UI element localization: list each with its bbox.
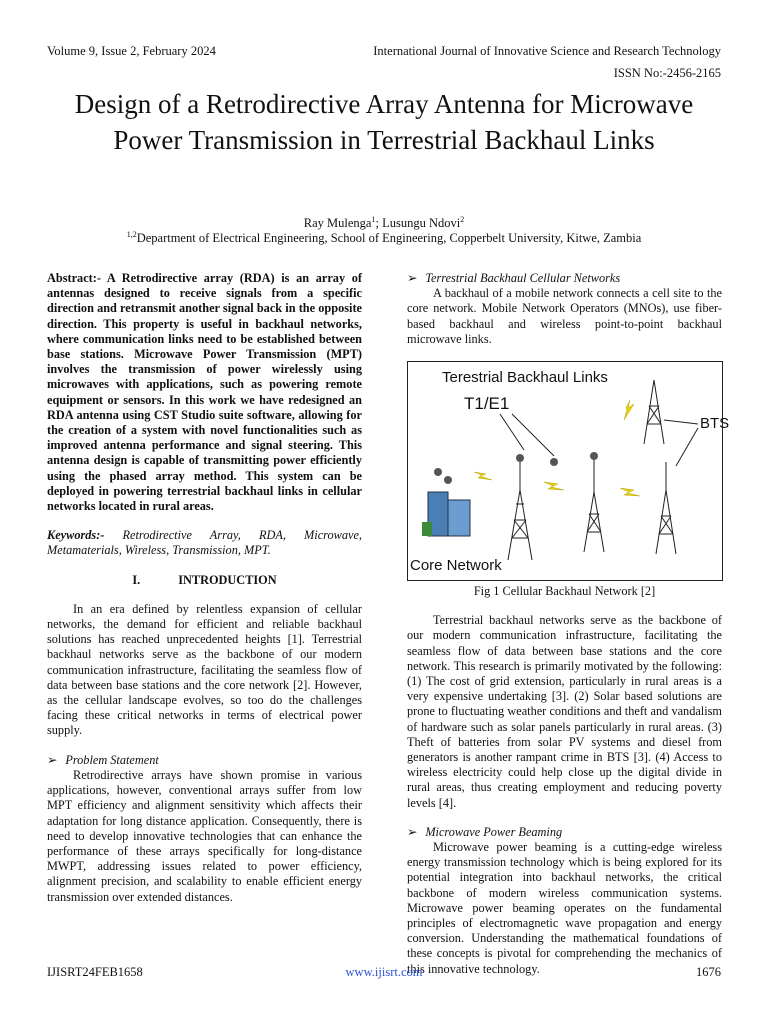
left-column: [47, 271, 362, 905]
author-2: Lusungu Ndovi: [382, 216, 461, 230]
header-volume: Volume 9, Issue 2, February 2024: [47, 44, 216, 58]
pointer-line: [500, 414, 524, 450]
figure-bts-label: BTS: [700, 415, 730, 433]
author-1-sup: 1: [371, 214, 376, 224]
tower-icon: [584, 454, 604, 552]
header-journal: International Journal of Innovative Science and Research Technology: [373, 44, 721, 58]
figure-backhaul-network: [407, 361, 730, 581]
subheading-text: Microwave Power Beaming: [425, 824, 563, 839]
intro-paragraph: In an era defined by relentless expansion of cellular networks, the demand for efficient and reliable backhaul solutions has reached unprecedented heights [1]. Terrestrial backhaul networks serve as the backbone of our modern communication infrastructure, facilitating the seamless flow of data between base stations and the core network [2]. However, as the cellular landscape evolves, so too do the challenges facing these critical networks in terms of electrical power supply.: [47, 601, 362, 738]
right-column: [407, 271, 730, 977]
figure-caption: Fig 1 Cellular Backhaul Network [2]: [473, 584, 656, 599]
pointer-line: [512, 414, 554, 456]
lightning-icon: [474, 400, 640, 496]
figure-t1-label: T1/E1: [464, 394, 510, 414]
footer-page-number: 1676: [696, 965, 721, 979]
dish-icon: [434, 468, 442, 476]
author-1: Ray Mulenga: [303, 216, 372, 230]
tower-icon: [508, 458, 532, 560]
subheading-terrestrial: [407, 271, 722, 286]
keywords-label: Keywords:-: [47, 528, 105, 543]
beaming-paragraph: Microwave power beaming is a cutting-edge wireless energy transmission technology which is being explored for its potential integration into backhaul networks, the critical backbone of modern wireless communication systems. Microwave power beaming operates on the fundamental principles of electromagnetic wave propagation and energy conversion. Understanding the mathematical foundations of these concepts is pivotal for comprehending the mechanics of this innovative technology.: [407, 840, 722, 976]
subheading-problem-statement: [47, 753, 362, 768]
footer-paper-code: IJISRT24FEB1658: [47, 965, 143, 979]
tower-icon: [644, 380, 664, 444]
author-separator: ;: [375, 216, 383, 230]
affiliation: [40, 231, 728, 246]
arrow-bullet-icon: ➢: [407, 271, 418, 285]
figure-title: Terestrial Backhaul Links: [442, 369, 608, 387]
subheading-text: Terrestrial Backhaul Cellular Networks: [425, 271, 621, 285]
author-2-sup: 2: [460, 214, 465, 224]
subheading-text: Problem Statement: [65, 752, 159, 767]
paper-title: Design of a Retrodirective Array Antenna for Microwave Power Transmission in Terrestrial Backhaul Links: [74, 89, 694, 155]
dish-icon: [590, 452, 598, 460]
figure-core-label: Core Network: [410, 557, 502, 575]
tower-icon: [656, 462, 676, 554]
affiliation-text: Department of Electrical Engineering, School of Engineering, Copperbelt University, Kitwe, Zambia: [136, 231, 642, 245]
pointer-line: [676, 428, 698, 466]
keywords: [47, 528, 362, 558]
keywords-text: Retrodirective Array, RDA, Microwave, Metamaterials, Wireless, Transmission, MPT.: [47, 528, 362, 558]
abstract: Abstract:- A Retrodirective array (RDA) is an array of antennas designed to receive signals from a specific direction and retransmit another signal back in the opposite direction. This property is useful in backhaul networks, where communication links need to be established between base stations. Microwave Power Transmission (MPT) involves the transmission of power wirelessly using microwaves with applications, such as powering remote equipment or sensors. In this work we have redesigned an RDA antenna using CST Studio suite software, allowing for the creation of a system with novel functionalities such as improved antenna performance and signal steering. This antenna design is capable of transmitting power efficiently using the phased array method. This system can be deployed in powering terrestrial backhaul links in cellular networks located in rural areas.: [47, 271, 362, 514]
subheading-microwave-beaming: [407, 825, 722, 840]
dish-icon: [444, 476, 452, 484]
section-heading-introduction: [47, 573, 362, 588]
footer-url-link[interactable]: www.ijisrt.com: [345, 965, 423, 979]
terrestrial-paragraph: A backhaul of a mobile network connects a cell site to the core network. Mobile Network Operators (MNOs), use fiber-based backhaul and wireless point-to-point backhaul microwave links.: [407, 286, 722, 346]
arrow-bullet-icon: ➢: [407, 824, 418, 839]
section-title: INTRODUCTION: [178, 572, 277, 587]
affiliation-sup: 1,2: [126, 229, 137, 239]
motivation-paragraph: Terrestrial backhaul networks serve as the backbone of our modern communication infrastructure, facilitating the seamless flow of data between base stations and the core network. This research is primarily motivated by the following: (1) The cost of grid extension, particularly in rural areas is a very expensive undertaking [3]. (2) Solar based solutions are prone to fluctuating weather conditions and theft and vandalism of hardware such as solar panels particularly in rural areas. (3) Theft of batteries from solar PV systems and diesel from generators is another rampant crime in BTS [3]. (4) Access to wireless electricity could help close up the digital divide in rural areas, thus creating employment and reducing poverty levels [4].: [407, 613, 722, 810]
dish-icon: [516, 454, 524, 462]
section-number: I.: [132, 572, 141, 587]
header-issn: ISSN No:-2456-2165: [613, 66, 721, 80]
problem-paragraph: Retrodirective arrays have shown promise in various applications, however, conventional arrays suffer from low MPT efficiency and alignment sensitivity which affects their adaptation for long distance application. Consequently, there is need to develop innovative technologies that can enhance the performance of these arrays specifically for long-distance MWPT, addressing issues related to power efficiency, alignment precision, and scalability to enable efficient energy transmission over extended distances.: [47, 767, 362, 904]
arrow-bullet-icon: ➢: [47, 752, 58, 767]
core-building-icon: [422, 492, 470, 536]
pointer-line: [664, 420, 698, 424]
figure-illustration: [408, 362, 722, 580]
authors: [40, 216, 728, 231]
dish-icon: [550, 458, 558, 466]
